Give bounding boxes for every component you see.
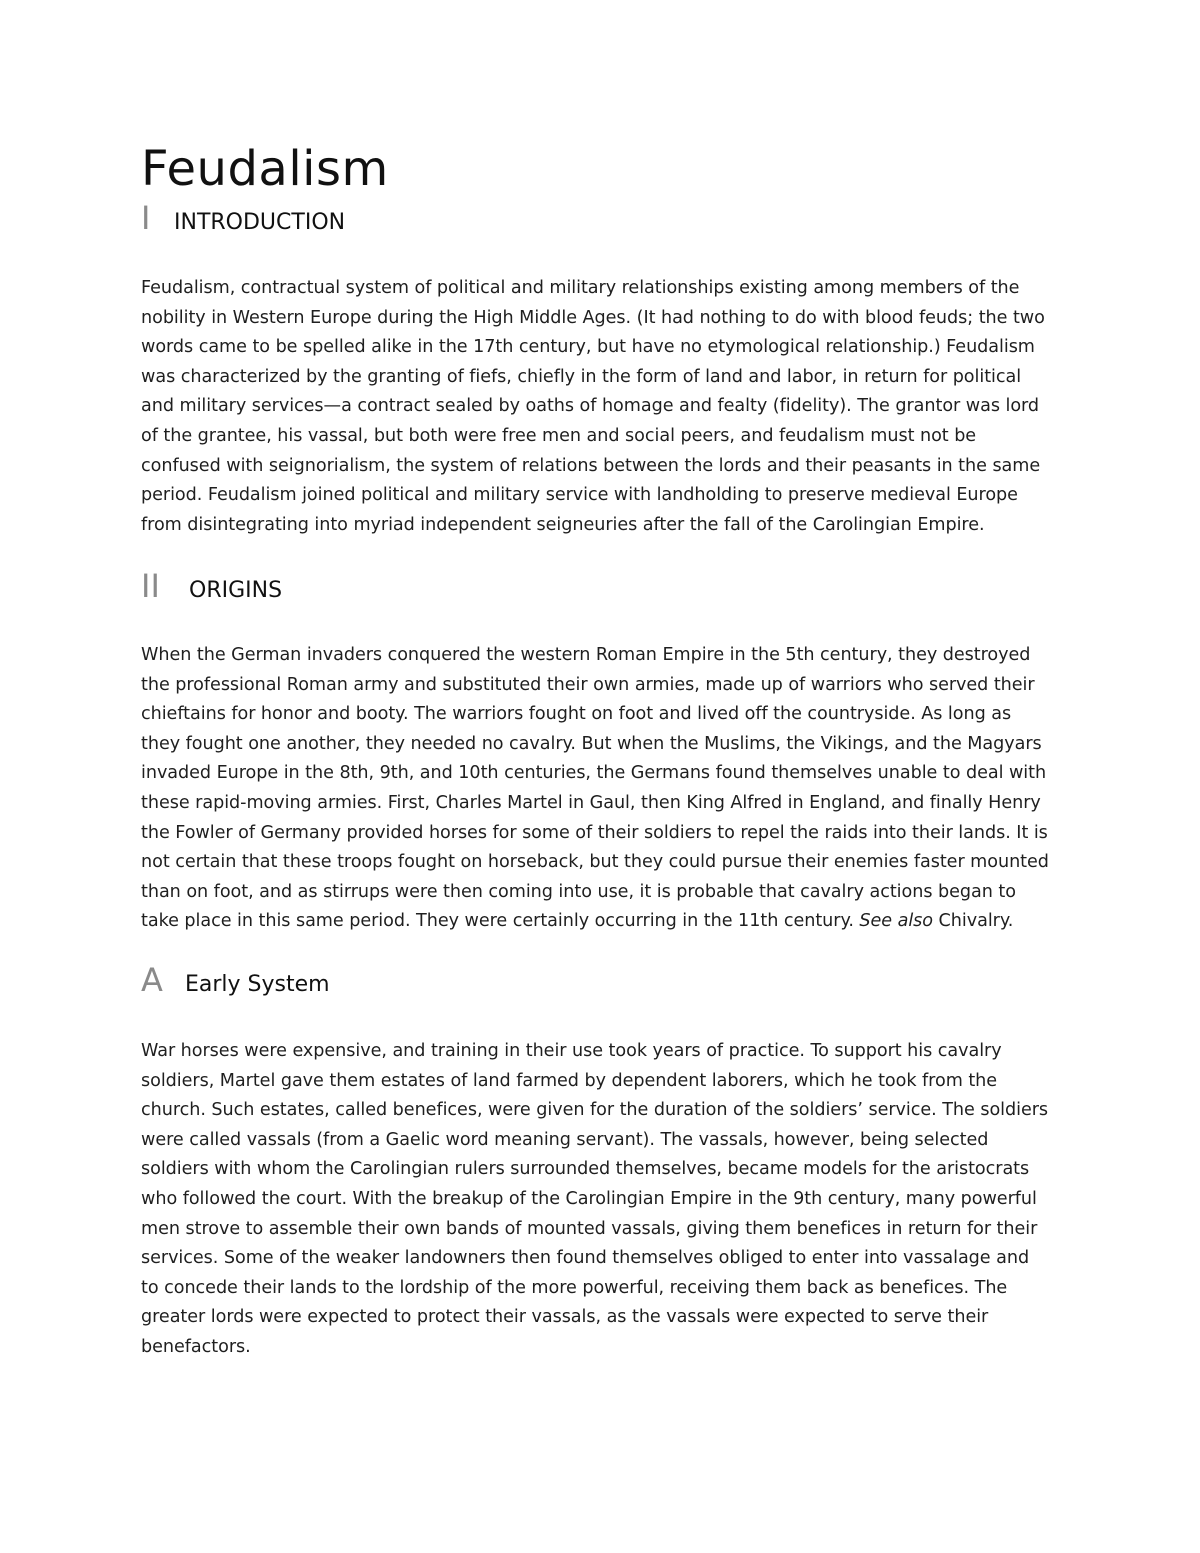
section-title: ORIGINS bbox=[189, 578, 283, 603]
text-line: chieftains for honor and booty. The warriors fought on foot and lived off the countryside. As long as bbox=[141, 704, 1012, 725]
text-line: not certain that these troops fought on horseback, but they could pursue their enemies faster mounted bbox=[141, 852, 1049, 873]
text-line: they fought one another, they needed no cavalry. But when the Muslims, the Vikings, and the Magyars bbox=[141, 733, 1042, 754]
paragraph-early-system bbox=[141, 1037, 1061, 1363]
text-line: the professional Roman army and substituted their own armies, made up of warriors who served their bbox=[141, 674, 1035, 695]
text-line: and military services—a contract sealed by oaths of homage and fealty (fidelity). The grantor was lord bbox=[141, 396, 1040, 417]
section-title: Early System bbox=[185, 972, 330, 997]
text-line: period. Feudalism joined political and military service with landholding to preserve medieval Europe bbox=[141, 485, 1018, 506]
section-numeral: I bbox=[141, 199, 151, 237]
see-also-text: See also bbox=[859, 911, 934, 932]
text-line: confused with seignorialism, the system of relations between the lords and their peasants in the same bbox=[141, 455, 1041, 476]
document-title: Feudalism bbox=[141, 141, 389, 197]
section-heading-early-system bbox=[141, 962, 330, 1000]
text-line: men strove to assemble their own bands of mounted vassals, giving them benefices in return for their bbox=[141, 1218, 1038, 1239]
text-line: from disintegrating into myriad independent seigneuries after the fall of the Carolingian Empire. bbox=[141, 514, 985, 535]
text-line: services. Some of the weaker landowners then found themselves obliged to enter into vassalage and bbox=[141, 1248, 1030, 1269]
text-line: church. Such estates, called benefices, were given for the duration of the soldiers’ service. The soldiers bbox=[141, 1100, 1049, 1121]
text-line: words came to be spelled alike in the 17th century, but have no etymological relationship.) Feudalism bbox=[141, 337, 1035, 358]
text-line: When the German invaders conquered the western Roman Empire in the 5th century, they destroyed bbox=[141, 645, 1031, 665]
text-line: of the grantee, his vassal, but both were free men and social peers, and feudalism must not be bbox=[141, 425, 977, 446]
text-line: benefactors. bbox=[141, 1336, 251, 1357]
text-line: was characterized by the granting of fiefs, chiefly in the form of land and labor, in return for political bbox=[141, 366, 1022, 387]
text-line: to concede their lands to the lordship of the more powerful, receiving them back as benefices. The bbox=[141, 1277, 1008, 1298]
section-title: INTRODUCTION bbox=[174, 210, 346, 235]
text-line: the Fowler of Germany provided horses for some of their soldiers to repel the raids into their lands. It is bbox=[141, 822, 1048, 843]
chivalry-reference: Chivalry. bbox=[933, 911, 1014, 932]
paragraph-origins bbox=[141, 641, 1061, 937]
text-line: these rapid-moving armies. First, Charles Martel in Gaul, then King Alfred in England, and finally Henry bbox=[141, 792, 1041, 813]
text-line: Feudalism, contractual system of political and military relationships existing among members of the bbox=[141, 278, 1020, 298]
section-heading-introduction bbox=[141, 200, 345, 238]
text-line: soldiers with whom the Carolingian rulers surrounded themselves, became models for the aristocrats bbox=[141, 1159, 1030, 1180]
text-line: invaded Europe in the 8th, 9th, and 10th centuries, the Germans found themselves unable to deal with bbox=[141, 763, 1047, 784]
text-segment: take place in this same period. They were certainly occurring in the 11th century. bbox=[141, 911, 860, 932]
text-line: soldiers, Martel gave them estates of land farmed by dependent laborers, which he took from the bbox=[141, 1070, 998, 1091]
section-numeral: A bbox=[141, 961, 163, 999]
text-line: than on foot, and as stirrups were then coming into use, it is probable that cavalry actions began to bbox=[141, 881, 1016, 902]
text-line: greater lords were expected to protect their vassals, as the vassals were expected to serve their bbox=[141, 1307, 989, 1328]
section-heading-origins bbox=[141, 568, 282, 606]
text-line: who followed the court. With the breakup of the Carolingian Empire in the 9th century, many powerful bbox=[141, 1188, 1037, 1209]
section-numeral: II bbox=[141, 567, 160, 605]
text-line: War horses were expensive, and training in their use took years of practice. To support his cavalry bbox=[141, 1041, 1002, 1061]
text-line: were called vassals (from a Gaelic word meaning servant). The vassals, however, being selected bbox=[141, 1129, 989, 1150]
text-line: nobility in Western Europe during the High Middle Ages. (It had nothing to do with blood feuds; the two bbox=[141, 307, 1045, 328]
text-line bbox=[141, 907, 1061, 937]
paragraph-introduction bbox=[141, 274, 1061, 540]
